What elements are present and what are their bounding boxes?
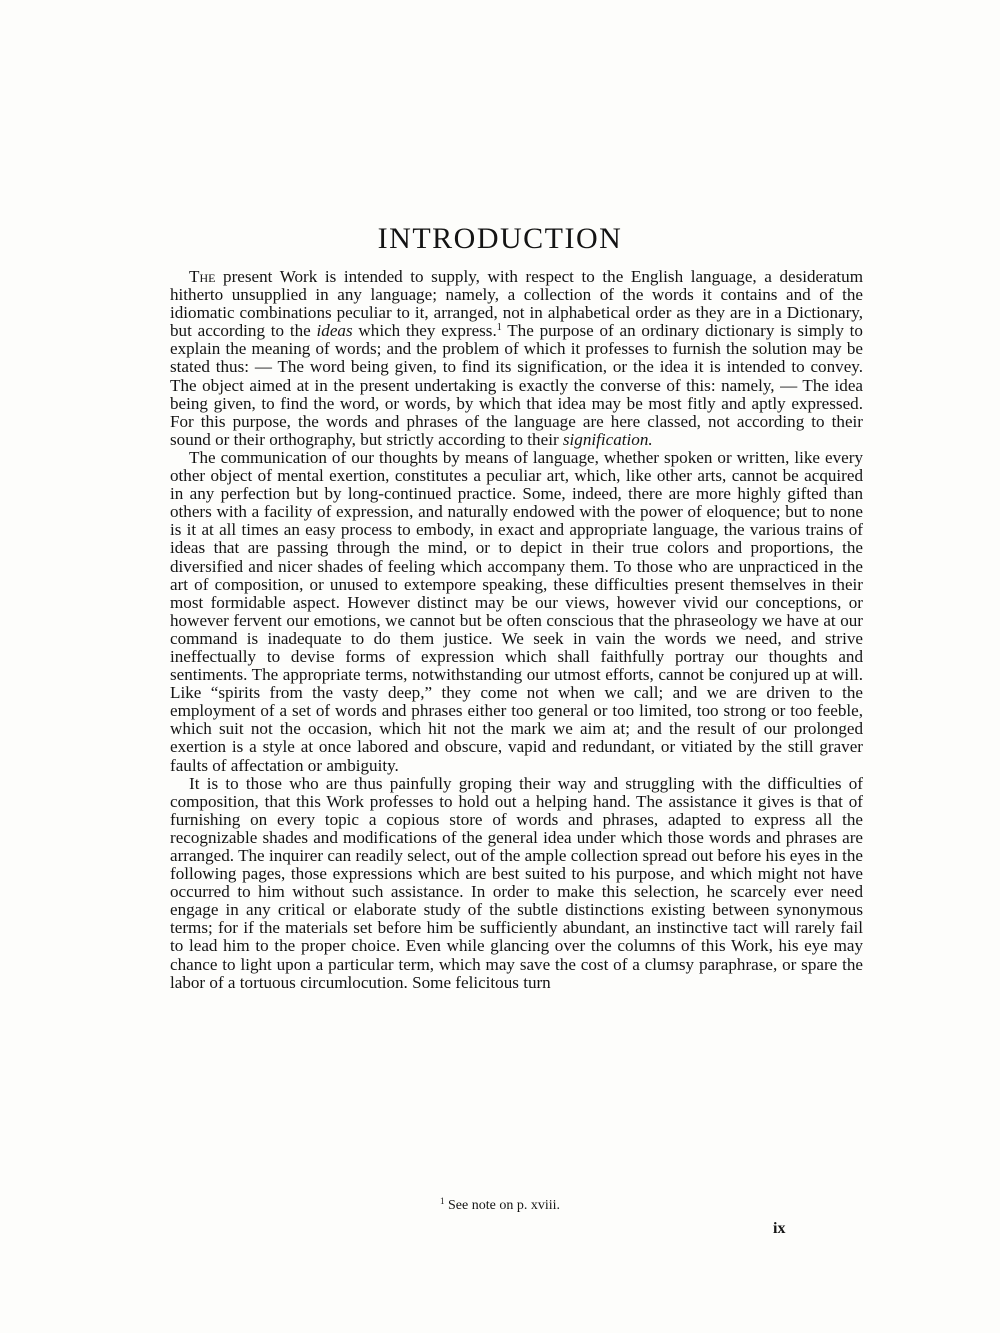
footnote-reference[interactable]: 1 bbox=[496, 322, 502, 334]
paragraph-1-text-c: The purpose of an ordinary dictionary is simply to explain the meaning of words; and the problem of which it professes to furnish the solution may be stated thus: — The word being given, to find its signification, or the idea it is intended to convey. The object aimed at in the present undertaking is exactly the converse of this: namely, — The idea being given, to find the word, or words, by which that idea may be most fitly and aptly expressed. For this purpose, the words and phrases of the language are here classed, not according to their sound or their orthography, but strictly according to their bbox=[170, 321, 863, 449]
paragraph-1-text-b: which they express. bbox=[352, 321, 497, 341]
paragraph-1-text-a: present Work is intended to supply, with respect to the English language, a desideratum hitherto unsupplied in any language; namely, a collection of the words it contains and of the idiomatic combinations peculiar to it, arranged, not in alphabetical order as they are in a Dictionary, but according to the bbox=[170, 267, 863, 341]
footnote bbox=[0, 1198, 1000, 1214]
paragraph-lead-word: The bbox=[189, 267, 216, 286]
paragraph-2: The communication of our thoughts by means of language, whether spoken or written, like every other object of mental exertion, constitutes a peculiar art, which, like other arts, cannot be acquired in any perfection but by long-continued practice. Some, indeed, there are more highly gifted than others with a facility of expression, and naturally endowed with the power of eloquence; but to none is it at all times an easy process to embody, in exact and appropriate language, the various trains of ideas that are passing through the mind, or to depict in their true colors and proportions, the diversified and nicer shades of feeling which accompany them. To those who are unpracticed in the art of composition, or unused to extempore speaking, these difficulties present themselves in their most formidable aspect. However distinct may be our views, however vivid our conceptions, or however fervent our emotions, we cannot but be often conscious that the phraseology we have at our command is inadequate to do them justice. We seek in vain the words we need, and strive ineffectually to devise forms of expression which shall faithfully portray our thoughts and sentiments. The appropriate terms, notwithstanding our utmost efforts, cannot be conjured up at will. Like “spirits from the vasty deep,” they come not when we call; and we are driven to the employment of a set of words and phrases either too general or too limited, too strong or too feeble, which suit not the occasion, which hit not the mark we aim at; and the result of our prolonged exertion is a style at once labored and obscure, vapid and redundant, or vitiated by the still graver faults of affectation or ambiguity. bbox=[170, 447, 863, 775]
body-text bbox=[170, 268, 863, 992]
paragraph-3: It is to those who are thus painfully groping their way and struggling with the difficulties of composition, that this Work professes to hold out a helping hand. The assistance it gives is that of furnishing on every topic a copious store of words and phrases, adapted to express all the recognizable shades and modifications of the general idea under which those words and phrases are arranged. The inquirer can readily select, out of the ample collection spread out before his eyes in the following pages, those expressions which are best suited to his purpose, and which might not have occurred to him without such assistance. In order to make this selection, he scarcely ever need engage in any critical or elaborate study of the subtle distinctions existing between synonymous terms; for if the materials set before him be sufficiently abundant, an instinctive tact will rarely fail to lead him to the proper choice. Even while glancing over the columns of this Work, his eye may chance to light upon a particular term, which may save the cost of a clumsy paraphrase, or spare the labor of a tortuous circumlocution. Some felicitous turn bbox=[170, 773, 863, 992]
footnote-mark: 1 bbox=[440, 1196, 445, 1206]
footnote-text: See note on p. xviii. bbox=[444, 1198, 560, 1213]
paragraph-1 bbox=[170, 268, 863, 449]
page-number: ix bbox=[773, 1220, 786, 1237]
emphasis-signification: signification. bbox=[562, 429, 653, 449]
page-title: INTRODUCTION bbox=[377, 222, 623, 255]
emphasis-ideas: ideas bbox=[316, 321, 353, 341]
